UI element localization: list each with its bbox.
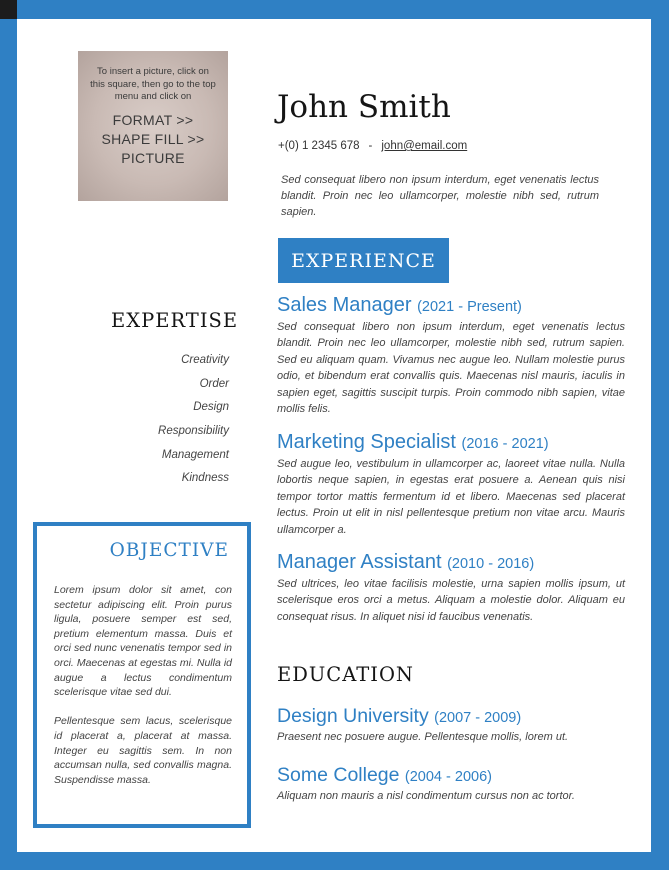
school-dates: (2004 - 2006) [404,769,492,785]
corner-mark [0,0,17,19]
photo-hint: To insert a picture, click on this square, then go to the top menu and click on [90,66,216,102]
job-dates: (2010 - 2016) [447,556,535,572]
job-title-line [277,551,625,574]
job-title-line [277,294,625,317]
job-entry [277,431,625,538]
school-name: Some College [277,764,400,786]
job-entry [277,551,625,625]
expertise-list [117,352,229,494]
experience-heading: EXPERIENCE [278,238,449,283]
resume-page [17,19,651,852]
expertise-heading: EXPERTISE [111,309,239,332]
photo-placeholder[interactable] [78,51,228,201]
school-description: Praesent nec posuere augue. Pellentesque mollis, lorem ut. [277,731,569,743]
job-title-line [277,431,625,454]
school-title-line [277,705,625,728]
job-dates: (2021 - Present) [417,299,522,315]
education-heading: EDUCATION [277,663,414,686]
expertise-item: Responsibility [158,425,229,438]
job-dates: (2016 - 2021) [461,436,549,452]
school-dates: (2007 - 2009) [434,710,522,726]
expertise-item: Order [199,377,229,390]
objective-paragraph: Lorem ipsum dolor sit amet, con sectetur adipiscing elit. Proin purus ligula, posuere semper est sed, pretium elementum massa. Duis et orci sed nunc venenatis tempor sed in orci. Maecenas at egestas mi. Nulla id augue a lectus condimentum scelerisque vitae sed dui. [54,584,232,699]
school-description: Aliquam non mauris a nisl condimentum cursus non ac tortor. [277,790,575,802]
email-link[interactable]: john@email.com [381,140,468,152]
expertise-item: Kindness [181,472,229,485]
school-name: Design University [277,705,429,727]
intro-text: Sed consequat libero non ipsum interdum, eget venenatis lectus blandit. Proin nec leo ullamcorper, molestie nibh sed, rutrum sapien. [281,174,599,218]
objective-text [54,583,232,802]
education-entry [277,764,625,804]
job-title: Marketing Specialist [277,431,456,453]
phone-number: +(0) 1 2345 678 [278,140,360,152]
photo-command-line: PICTURE [121,149,185,166]
job-title: Sales Manager [277,294,412,316]
education-entry [277,705,625,745]
objective-paragraph: Pellentesque sem lacus, scelerisque id placerat a, placerat at massa. Integer eu sagittis sem. In non accumsan nulla, sed convallis magna. Suspendisse massa. [54,715,232,786]
expertise-item: Creativity [181,354,229,366]
contact-separator: - [368,140,373,152]
job-entry [277,294,625,417]
objective-box [33,522,251,828]
photo-command [102,111,205,168]
job-description: Sed consequat libero non ipsum interdum, eget venenatis lectus blandit. Proin nec leo ullamcorper, molestie nibh sed, rutrum sapien. Sed eu aliquam quam. Vivamus nec augue leo. Nullam molestie purus odio, et bibendum erat convallis quis. Maecenas nisl mauris, iaculis in sapien eget, sagittis suscipit turpis. Proin commodo nibh sapien, vitae mollis felis. [277,321,625,416]
candidate-name: John Smith [277,89,451,125]
school-title-line [277,764,625,787]
photo-command-line: FORMAT >> [112,111,194,128]
job-description: Sed augue leo, vestibulum in ullamcorper ac, laoreet vitae nulla. Nulla lobortis neque sapien, in egestas erat posuere a. Aenean quis nisi tempor tortor mattis fermentum id et libero. Maecenas sed placerat lectus. Proin ut elit in nisl pellentesque pretium non vitae arcu. Mauris ullamcorper a. [277,458,625,536]
job-title: Manager Assistant [277,551,442,573]
objective-heading: OBJECTIVE [109,540,229,561]
expertise-item: Design [193,401,229,414]
photo-command-line: SHAPE FILL >> [101,130,205,147]
contact-line [278,140,467,152]
job-description: Sed ultrices, leo vitae facilisis molestie, urna sapien mollis ipsum, ut scelerisque eros orci a metus. Aliquam a molestie dolor. Aliquam eu consequat risus. In aliquet nisi id faucibus venenatis. [277,578,625,623]
expertise-item: Management [161,448,229,461]
